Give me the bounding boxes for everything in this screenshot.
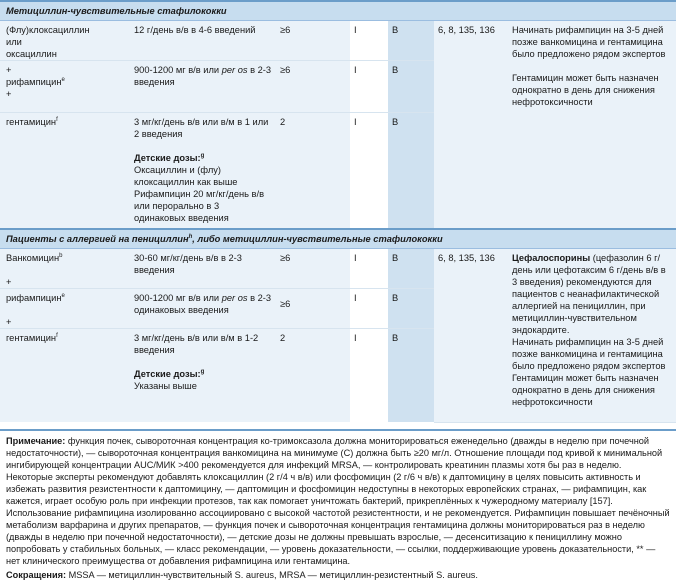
drug-cell (0, 249, 130, 289)
class-cell: I (350, 249, 388, 289)
refs-cell (434, 21, 508, 230)
drug-cell (0, 61, 130, 113)
level-cell: B (388, 289, 434, 329)
drug-name: рифампицин$^e$ (6, 76, 65, 87)
dose-text: 12 г/день в/в в 4-6 введений (134, 25, 256, 35)
dose-text: 3 мг/кг/день в/в или в/м в 1 или 2 введения (134, 117, 269, 139)
section-header-mssa (0, 1, 676, 21)
level-cell: B (388, 249, 434, 289)
class-cell: I (350, 289, 388, 329)
section-title: Пациенты с аллергией на пенициллин$^h$, либо метициллин-чувствительные стафилококки (0, 229, 676, 249)
class-cell: I (350, 329, 388, 423)
duration-cell: 2 (276, 113, 350, 230)
kids-dose-text: Указаны выше (134, 381, 197, 391)
drug-connector: + (6, 65, 12, 75)
drug-cell (0, 289, 130, 329)
drug-name: рифампицин$^e$ (6, 292, 65, 303)
duration-cell: ≥6 (276, 289, 350, 329)
duration-cell: ≥6 (276, 249, 350, 289)
class-cell: I (350, 21, 388, 61)
level-cell: B (388, 329, 434, 423)
comment-text: Начинать рифампицин на 3-5 дней позже ванкомицина и гентамицина было предложено рядом экспертов (512, 25, 666, 59)
drug-cell (0, 113, 130, 230)
dose-cell (130, 113, 276, 230)
table-footnotes (0, 429, 676, 581)
comment-cell (508, 21, 676, 230)
kids-dose-title: Детские дозы:$^g$ (134, 368, 205, 379)
drug-name: гентамицин$^f$ (6, 332, 58, 343)
drug-name: гентамицин$^f$ (6, 116, 58, 127)
drug-name: Ванкомицин$^b$ (6, 252, 63, 263)
level-cell: B (388, 21, 434, 61)
table-row (0, 21, 676, 61)
comment-text: Начинать рифампицин на 3-5 дней позже ванкомицина и гентамицина было предложено рядом экспертов (512, 337, 666, 371)
level-cell: B (388, 113, 434, 230)
kids-dose-text: Оксациллин и (флу) клоксациллин как выше Рифампицин 20 мг/кг/день в/в или перорально в 3 одинаковых введения (134, 165, 265, 223)
class-cell: I (350, 61, 388, 113)
cephalosporin-note: Цефалоспорины (цефазолин 6 г/день или цефотаксим 6 г/день в/в в 3 введения) рекомендуются для пациентов с неанафилактической аллергией на пенициллин, при метициллин-чувствительном эндокардите. (512, 253, 666, 335)
duration-cell: 2 (276, 329, 350, 423)
duration-cell: ≥6 (276, 21, 350, 61)
dose-cell (130, 21, 276, 61)
dose-cell (130, 61, 276, 113)
notes-paragraph: Примечание: функция почек, сывороточная концентрация ко-тримоксазола должна мониторироваться еженедельно (дважды в неделю при почечной недостаточности), — сывороточная концентрация ванкомицина на минимуме (C) должна быть ≥20 мг/л. Отношение площади под кривой к минимальной ингибирующей концентрации AUC/МИК >400 рекомендуется для инфекций MRSA, — контролировать креатинин плазмы хотя бы раз в неделю. Некоторые эксперты рекомендуют добавлять клоксациллин (2 г/4 ч в/в) или фосфомицин (2 г/6 ч в/в) к даптомицину в целях повысить активность и избежать развития резистентности к даптомицину, — даптомицин и фосфомицин недоступны в некоторых европейских странах, — рифампицин, как кажется, играет особую роль при инфекции протезов, так как помогает уничтожать бактерий, прикреплённых к чужеродному материалу [157]. Использование рифампицина изолированно ассоциировано с высокой частотой резистентности, и не рекомендуется. Рифампицин повышает печёночный метаболизм варфарина и других препаратов, — функция почек и сывороточная концентрация гентамицина должны мониторироваться раз в неделю (дважды в неделю при почечной недостаточности), — детские дозы не должны превышать взрослые, — десенситизацию к пенициллину можно попробовать у стабильных больных, — класс рекомендации, — уровень доказательности, — ссылки, поддерживающие уровень доказательности, ** — нет клинического преимущества от добавления рифампицина или гентамицина. (6, 436, 670, 566)
dose-cell (130, 289, 276, 329)
refs-cell (434, 249, 508, 423)
drug-connector: + (6, 89, 12, 99)
comment-cell (508, 249, 676, 423)
comment-text: Гентамицин может быть назначен однократно в день для снижения нефротоксичности (512, 373, 659, 407)
drug-connector: или (6, 37, 22, 47)
comment-text: Гентамицин может быть назначен однократно в день для снижения нефротоксичности (512, 73, 659, 107)
drug-name: оксациллин (6, 49, 57, 59)
dose-cell (130, 329, 276, 423)
kids-dose-title: Детские дозы:$^g$ (134, 152, 205, 163)
table-row (0, 249, 676, 289)
duration-cell: ≥6 (276, 61, 350, 113)
section-header-penicillin-allergy (0, 229, 676, 249)
drug-cell (0, 329, 130, 423)
level-cell: B (388, 61, 434, 113)
section-title: Метициллин-чувствительные стафилококки (0, 1, 676, 21)
refs-text: 6, 8, 135, 136 (438, 253, 495, 263)
dose-text: 900-1200 мг в/в или per os в 2-3 одинаковых введения (134, 293, 272, 315)
abbreviations-paragraph: Сокращения: MSSA — метициллин-чувствительный S. aureus, MRSA — метициллин-резистентный S. aureus. (6, 570, 478, 580)
dose-text: 3 мг/кг/день в/в или в/м в 1-2 введения (134, 333, 259, 355)
dose-text: 30-60 мг/кг/день в/в в 2-3 введения (134, 253, 242, 275)
refs-text: 6, 8, 135, 136 (438, 25, 495, 35)
dose-cell (130, 249, 276, 289)
drug-connector: + (6, 317, 12, 327)
drug-name: (Флу)клоксациллин (6, 25, 90, 35)
class-cell: I (350, 113, 388, 230)
drug-cell (0, 21, 130, 61)
drug-connector: + (6, 277, 12, 287)
dose-text: 900-1200 мг в/в или per os в 2-3 введения (134, 65, 272, 87)
